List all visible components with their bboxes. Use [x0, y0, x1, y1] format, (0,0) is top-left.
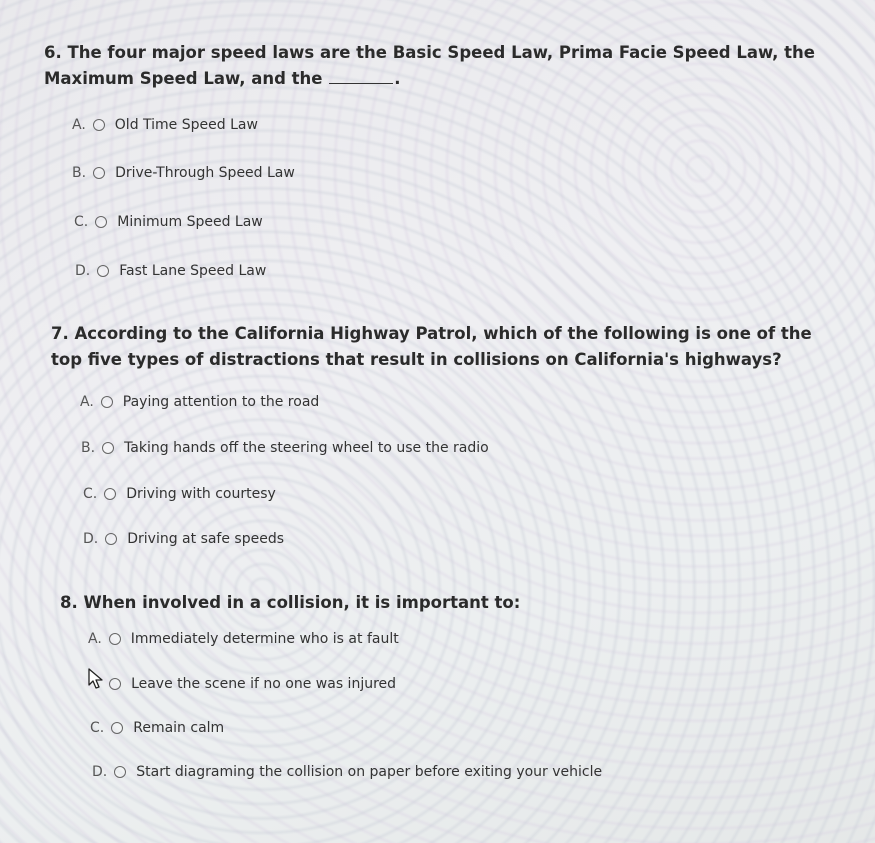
option-label[interactable]: Remain calm	[133, 720, 225, 736]
q6-option-a[interactable]	[72, 117, 258, 133]
option-label[interactable]: Driving with courtesy	[126, 486, 276, 502]
radio-button[interactable]	[93, 167, 105, 179]
q7-option-d[interactable]	[83, 531, 284, 547]
radio-button[interactable]	[109, 633, 121, 645]
radio-button[interactable]	[105, 533, 117, 545]
question-number: 7.	[51, 324, 69, 343]
option-letter: B.	[72, 165, 87, 181]
question-text: According to the California Highway Patrol, which of the following is one of the top five types of distractions that result in collisions on California's highways?	[51, 324, 812, 369]
option-label[interactable]: Minimum Speed Law	[117, 214, 263, 230]
q6-option-c[interactable]	[74, 214, 263, 230]
option-label[interactable]: Paying attention to the road	[122, 394, 320, 410]
radio-button[interactable]	[101, 396, 113, 408]
option-letter: C.	[74, 214, 89, 230]
question-text: When involved in a collision, it is important to:	[83, 593, 521, 612]
radio-button[interactable]	[114, 766, 126, 778]
question-number: 6.	[44, 43, 62, 62]
option-label[interactable]: Start diagraming the collision on paper before exiting your vehicle	[136, 764, 603, 780]
option-letter: D.	[75, 263, 91, 279]
mouse-pointer-icon	[88, 668, 104, 690]
radio-button[interactable]	[111, 722, 123, 734]
option-label[interactable]: Leave the scene if no one was injured	[131, 676, 397, 692]
option-letter: A.	[72, 117, 86, 133]
q7-option-b[interactable]	[81, 440, 489, 456]
answer-blank	[329, 83, 393, 84]
radio-button[interactable]	[97, 265, 109, 277]
option-letter: D.	[83, 531, 99, 547]
question-number: 8.	[60, 593, 78, 612]
option-letter: A.	[80, 394, 94, 410]
radio-button[interactable]	[102, 442, 114, 454]
option-letter: A.	[88, 631, 102, 647]
radio-button[interactable]	[95, 216, 107, 228]
q8-option-a[interactable]	[88, 631, 399, 647]
option-letter: D.	[92, 764, 108, 780]
q8-option-d[interactable]	[92, 764, 602, 780]
question-7	[51, 321, 831, 373]
option-letter: C.	[83, 486, 98, 502]
q7-option-a[interactable]	[80, 394, 319, 410]
option-label[interactable]: Drive-Through Speed Law	[115, 165, 295, 181]
q6-option-d[interactable]	[75, 263, 266, 279]
option-letter: B.	[81, 440, 96, 456]
option-label[interactable]: Old Time Speed Law	[114, 117, 258, 133]
question-6	[44, 40, 834, 92]
q8-option-b[interactable]	[88, 676, 396, 692]
option-label[interactable]: Fast Lane Speed Law	[119, 263, 267, 279]
question-text-end: .	[394, 69, 401, 88]
q6-option-b[interactable]	[72, 165, 295, 181]
option-label[interactable]: Immediately determine who is at fault	[130, 631, 399, 647]
option-label[interactable]: Taking hands off the steering wheel to use the radio	[124, 440, 489, 456]
option-letter: C.	[90, 720, 105, 736]
q8-option-c[interactable]	[90, 720, 224, 736]
radio-button[interactable]	[93, 119, 105, 131]
radio-button[interactable]	[109, 678, 121, 690]
question-8	[60, 590, 820, 616]
q7-option-c[interactable]	[83, 486, 276, 502]
radio-button[interactable]	[104, 488, 116, 500]
option-label[interactable]: Driving at safe speeds	[127, 531, 285, 547]
question-text: The four major speed laws are the Basic Speed Law, Prima Facie Speed Law, the Maximum Speed Law, and the	[44, 43, 815, 88]
